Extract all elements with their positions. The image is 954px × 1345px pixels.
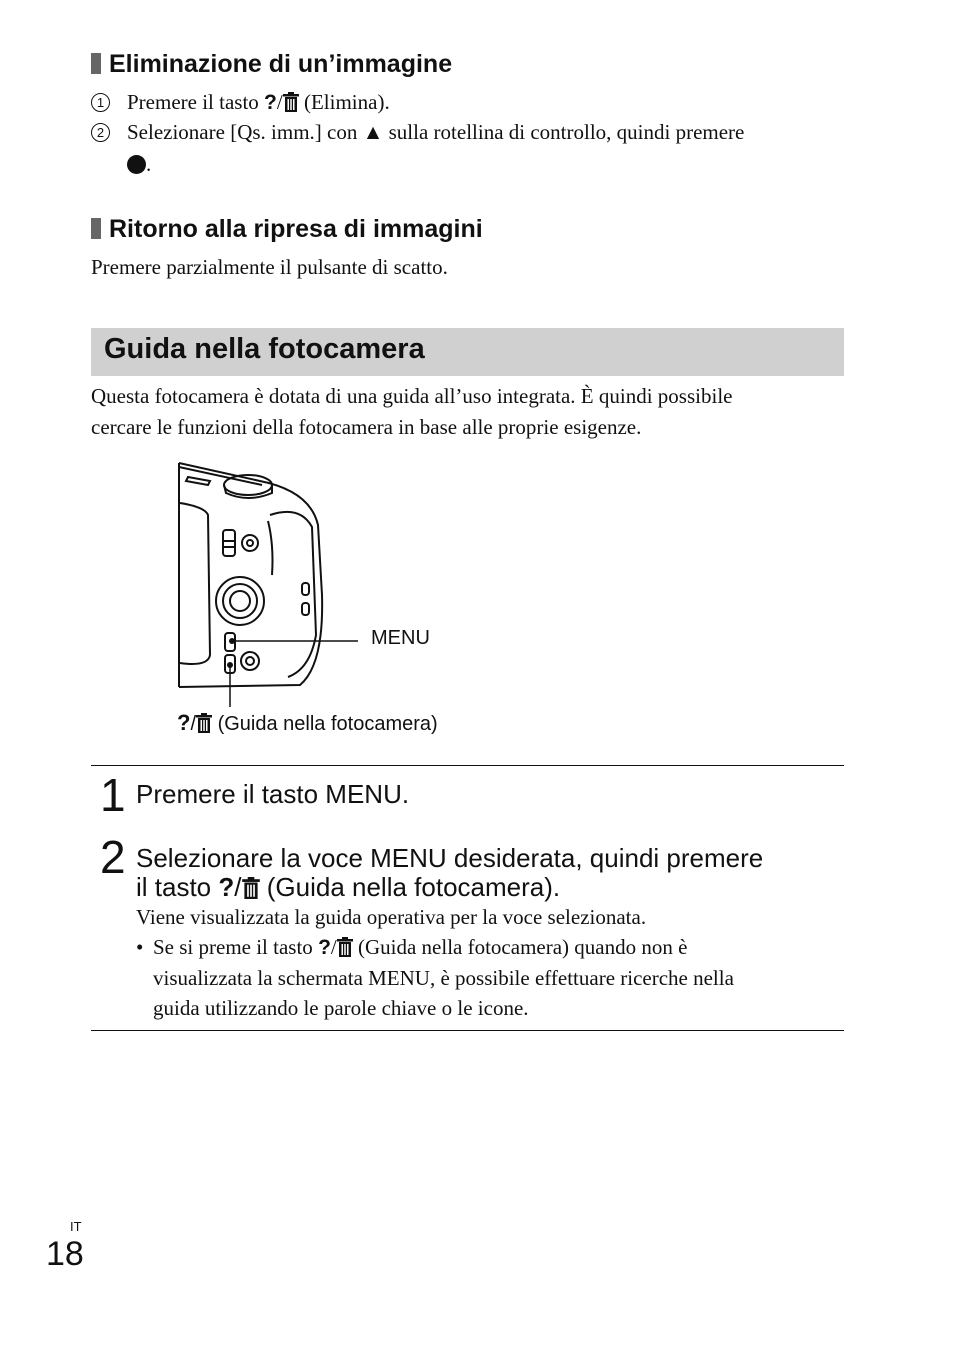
- step-number-circle: 2: [91, 123, 110, 142]
- help-icon: ?: [264, 91, 277, 114]
- step-1-heading: Premere il tasto MENU.: [136, 779, 410, 809]
- trash-icon: [283, 92, 299, 112]
- step-2-heading-line-1: Selezionare la voce MENU desiderata, quindi premere: [136, 843, 764, 873]
- trash-icon: [196, 713, 212, 733]
- return-section-title: Ritorno alla ripresa di immagini: [91, 215, 483, 244]
- language-code: IT: [70, 1219, 82, 1234]
- steps-bottom-rule: [91, 1030, 844, 1031]
- guide-intro-line-1: Questa fotocamera è dotata di una guida all’uso integrata. È quindi possibile: [91, 384, 733, 408]
- step-2-heading-line-2: il tasto ?/ (Guida nella fotocamera).: [136, 872, 561, 902]
- trash-icon: [337, 937, 353, 957]
- center-button-icon: [127, 155, 146, 174]
- help-icon: ?: [177, 710, 191, 735]
- delete-section-title: Eliminazione di un’immagine: [91, 50, 452, 79]
- step-2-bullet-line-2: visualizzata la schermata MENU, è possibile effettuare ricerche nella: [153, 966, 734, 990]
- page-number: 18: [46, 1235, 84, 1273]
- step-number-2: 2: [100, 831, 126, 883]
- trash-icon: [242, 877, 260, 899]
- help-callout-label: ?/ (Guida nella fotocamera): [177, 710, 438, 735]
- guide-section-title: Guida nella fotocamera: [104, 333, 425, 365]
- guide-intro-line-2: cercare le funzioni della fotocamera in base alle proprie esigenze.: [91, 415, 642, 439]
- steps-top-rule: [91, 765, 844, 766]
- return-section-text: Premere parzialmente il pulsante di scatto.: [91, 255, 448, 279]
- step-number-1: 1: [100, 769, 126, 821]
- step-2-bullet-line-3: guida utilizzando le parole chiave o le icone.: [153, 996, 529, 1020]
- bullet-dot: •: [136, 935, 144, 959]
- step-number-circle: 1: [91, 93, 110, 112]
- step-2-description: Viene visualizzata la guida operativa per la voce selezionata.: [136, 905, 647, 929]
- help-icon: ?: [218, 872, 235, 902]
- section-marker: [91, 53, 101, 74]
- menu-callout-label: MENU: [371, 627, 430, 649]
- section-marker: [91, 218, 101, 239]
- camera-illustration: [170, 455, 370, 715]
- help-icon: ?: [318, 936, 331, 959]
